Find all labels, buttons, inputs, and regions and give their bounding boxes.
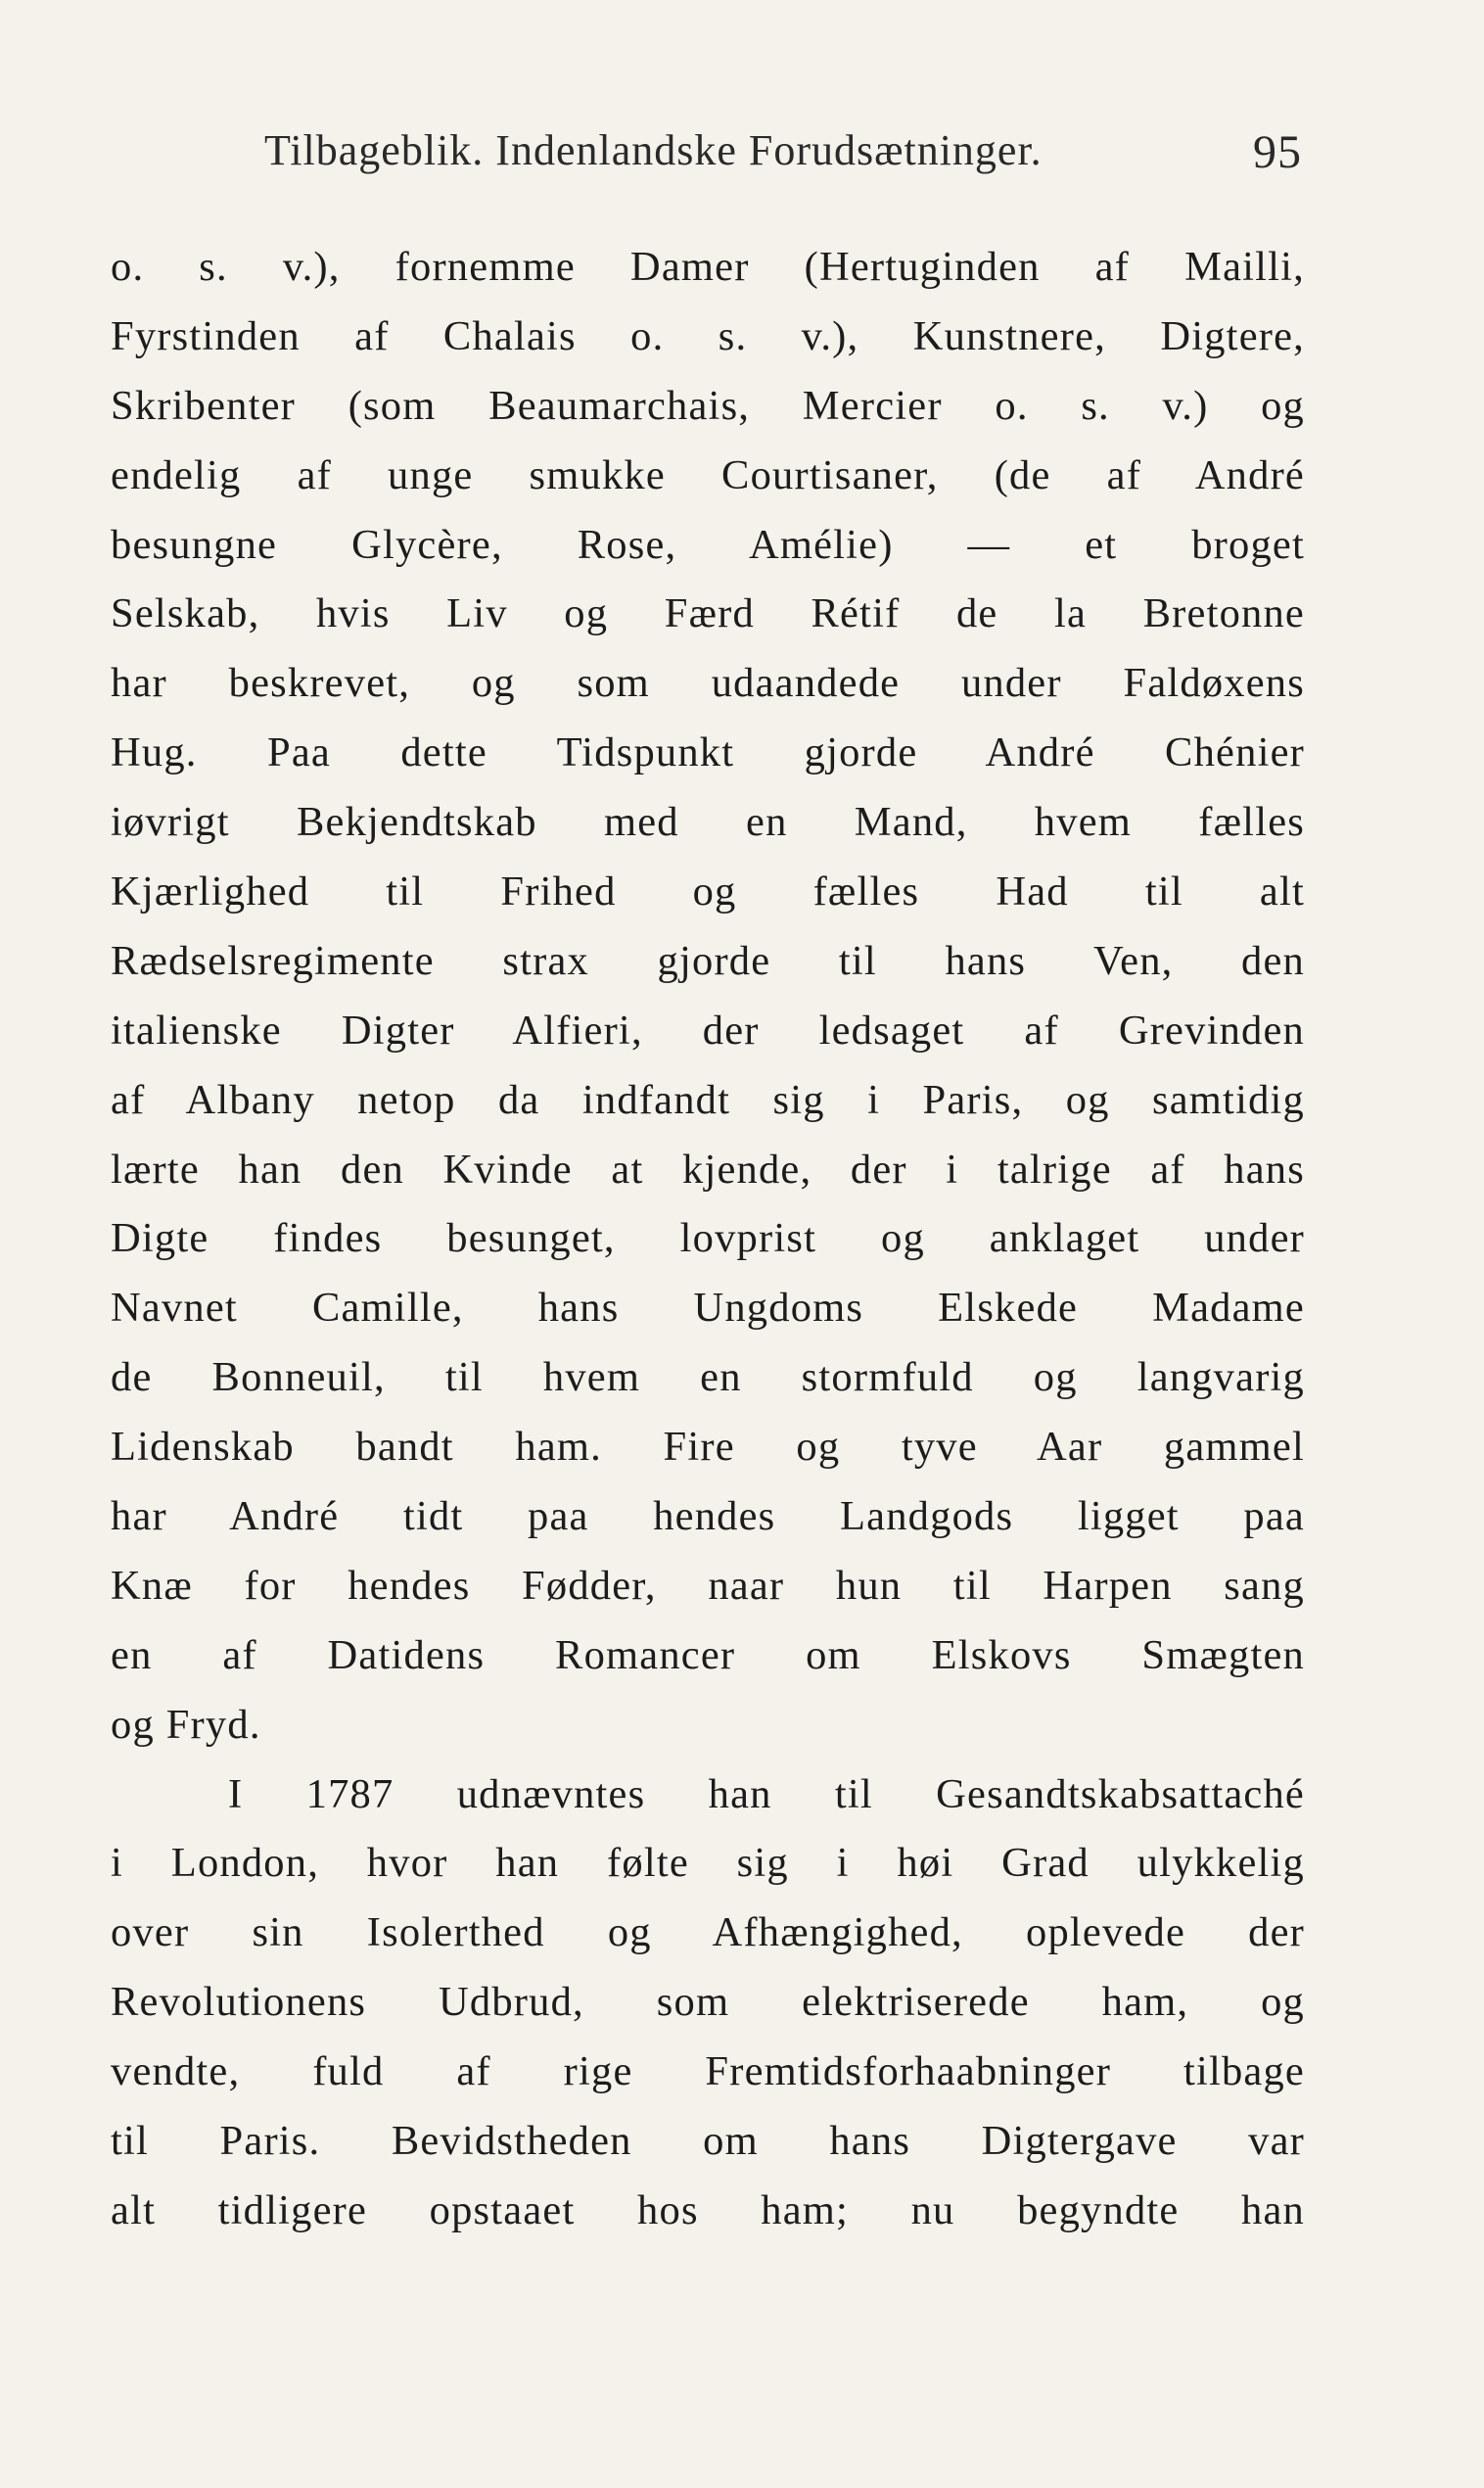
text-line: over sin Isolerthed og Afhængighed, oplevede der	[111, 1909, 1305, 1956]
text-line: italienske Digter Alfieri, der ledsaget af Grevinden	[111, 1007, 1305, 1054]
text-line: Selskab, hvis Liv og Færd Rétif de la Bretonne	[111, 590, 1305, 637]
running-head	[264, 125, 1302, 184]
text-line: Rædselsregimente strax gjorde til hans Ven, den	[111, 937, 1305, 984]
text-line: iøvrigt Bekjendtskab med en Mand, hvem fælles	[111, 799, 1305, 846]
text-line: i London, hvor han følte sig i høi Grad ulykkelig	[111, 1840, 1305, 1887]
text-line: de Bonneuil, til hvem en stormfuld og langvarig	[111, 1354, 1305, 1401]
text-line: Fyrstinden af Chalais o. s. v.), Kunstnere, Digtere,	[111, 312, 1305, 359]
text-line: og Fryd.	[111, 1701, 261, 1748]
text-line: besungne Glycère, Rose, Amélie) — et broget	[111, 521, 1305, 568]
text-line: af Albany netop da indfandt sig i Paris, og samtidig	[111, 1076, 1305, 1123]
text-line: har beskrevet, og som udaandede under Faldøxens	[111, 660, 1305, 707]
body-text	[111, 233, 1305, 2246]
text-line: Hug. Paa dette Tidspunkt gjorde André Chénier	[111, 729, 1305, 776]
text-line: lærte han den Kvinde at kjende, der i talrige af hans	[111, 1146, 1305, 1193]
text-line: Kjærlighed til Frihed og fælles Had til alt	[111, 868, 1305, 915]
page-number: 95	[1253, 126, 1302, 178]
text-line: vendte, fuld af rige Fremtidsforhaabninger tilbage	[111, 2048, 1305, 2095]
text-line: Knæ for hendes Fødder, naar hun til Harpen sang	[111, 1562, 1305, 1609]
text-line: alt tidligere opstaaet hos ham; nu begyndte han	[111, 2186, 1305, 2233]
text-line: en af Datidens Romancer om Elskovs Smægten	[111, 1631, 1305, 1678]
text-line: til Paris. Bevidstheden om hans Digtergave var	[111, 2118, 1305, 2165]
text-line: Revolutionens Udbrud, som elektriserede ham, og	[111, 1979, 1305, 2026]
text-line: o. s. v.), fornemme Damer (Hertuginden af Mailli,	[111, 244, 1305, 290]
running-head-title: Tilbageblik. Indenlandske Forudsætninger.	[264, 126, 1043, 174]
text-line: har André tidt paa hendes Landgods ligget paa	[111, 1493, 1305, 1540]
text-line: Lidenskab bandt ham. Fire og tyve Aar gammel	[111, 1424, 1305, 1471]
text-line: I 1787 udnævntes han til Gesandtskabsattaché	[228, 1770, 1305, 1817]
text-line: endelig af unge smukke Courtisaner, (de af André	[111, 451, 1305, 498]
text-line: Navnet Camille, hans Ungdoms Elskede Madame	[111, 1285, 1305, 1332]
text-line: Digte findes besunget, lovprist og anklaget under	[111, 1215, 1305, 1262]
text-line: Skribenter (som Beaumarchais, Mercier o. s. v.) og	[111, 382, 1305, 429]
